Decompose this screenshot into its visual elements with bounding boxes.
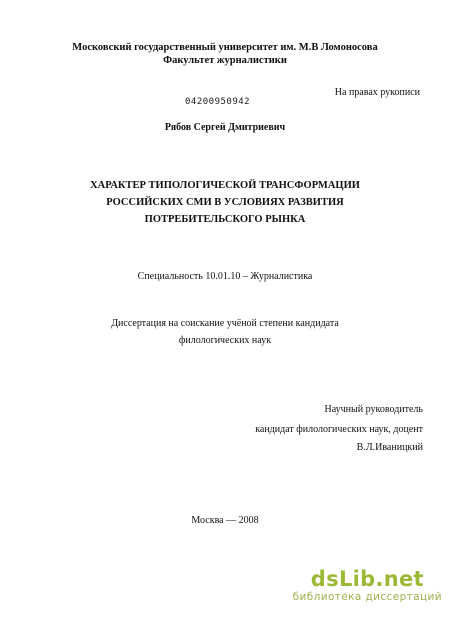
title-line-2: РОССИЙСКИХ СМИ В УСЛОВИЯХ РАЗВИТИЯ <box>106 197 344 208</box>
watermark-logo-text <box>293 568 442 590</box>
watermark-subtitle: библиотека диссертаций <box>292 591 442 603</box>
manuscript-note: На правах рукописи <box>334 87 420 98</box>
supervisor-degree: кандидат филологических наук, доцент <box>255 424 423 435</box>
title-line-1: ХАРАКТЕР ТИПОЛОГИЧЕСКОЙ ТРАНСФОРМАЦИИ <box>90 180 360 191</box>
watermark-logo-lib: Lib <box>338 567 376 591</box>
supervisor-name: В.Л.Иваницкий <box>356 442 423 453</box>
stamp-number: 04200950942 <box>185 97 251 107</box>
title-line-3: ПОТРЕБИТЕЛЬСКОГО РЫНКА <box>144 214 306 225</box>
dissertation-line-2: филологических наук <box>178 335 272 346</box>
specialty-line: Специальность 10.01.10 – Журналистика <box>137 271 313 282</box>
supervisor-title: Научный руководитель <box>324 404 423 415</box>
author-name: Рябов Сергей Дмитриевич <box>164 122 286 133</box>
watermark-logo[interactable] <box>293 568 442 603</box>
city-year: Москва — 2008 <box>191 515 259 526</box>
university-name: Московский государственный университет им. М.В Ломоносова <box>72 42 378 53</box>
faculty-name: Факультет журналистики <box>163 55 287 66</box>
dissertation-line-1: Диссертация на соискание учёной степени кандидата <box>111 318 339 329</box>
watermark-logo-net: .net <box>375 567 424 591</box>
watermark-logo-ds: ds <box>310 567 339 591</box>
